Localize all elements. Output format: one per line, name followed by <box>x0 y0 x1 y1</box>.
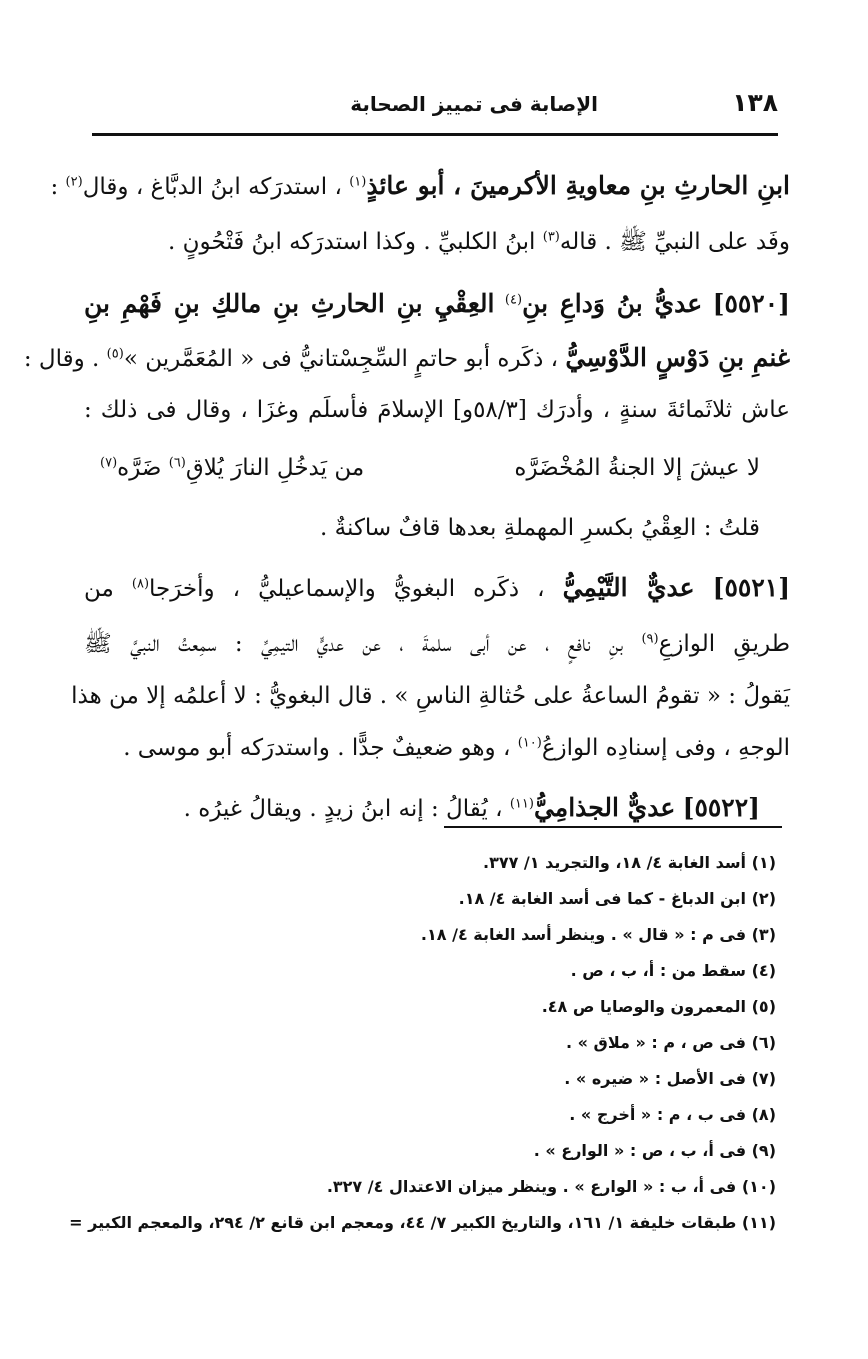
footnote: (٣) فى م : « قال » . وينظر أسد الغابة ٤/ ١٨. <box>420 925 776 944</box>
text-line <box>84 722 790 774</box>
text-line: يَقولُ : « تقومُ الساعةُ على حُثالةِ الناسِ » . قال البغويُّ : لا أعلمُه إلا من هذا <box>71 683 790 709</box>
footnote-ref: (٣) <box>542 229 560 245</box>
footnote-rule <box>444 826 782 828</box>
text-span: من يَدخُلِ النارَ يُلاقِ <box>185 455 365 481</box>
text-span: من <box>84 576 114 602</box>
running-title: الإصابة فى تمييز الصحابة <box>350 92 598 116</box>
footnote-ref: (٩) <box>641 631 659 647</box>
text-span: ، وهو ضعيفٌ جدًّا . واستدرَكه أبو موسى . <box>123 735 511 761</box>
footnote: (٢) ابن الدباغ - كما فى أسد الغابة ٤/ ١٨. <box>458 889 776 908</box>
footnote: (٨) فى ب ، م : « أخرج » . <box>569 1105 776 1124</box>
companion-name: عديُّ بنُ وَداعِ بنِ <box>522 289 703 318</box>
text-line <box>84 216 790 268</box>
verse-second-hemistich <box>100 442 364 494</box>
page-number: ١٣٨ <box>732 88 778 117</box>
footnote: (١) أسد الغابة ٤/ ١٨، والتجريد ١/ ٣٧٧. <box>482 853 776 872</box>
entry-number: [٥٥٢٠] <box>712 289 790 318</box>
footnote-ref: (٥) <box>106 346 124 362</box>
text-span: بنِ نافعٍ ، عن أبى سلمةَ ، عن عديٍّ التيمِيِّ : سمِعتُ النبيَّ ﷺ <box>84 631 624 657</box>
text-span: ، ذكَره البغويُّ والإسماعيليُّ ، وأخرَجا <box>149 576 545 602</box>
text-span: ، يُقالُ : إنه ابنُ زيدٍ . ويقالُ غيرُه . <box>183 796 503 822</box>
poem-verse <box>100 442 760 494</box>
text-span: . وقال : <box>23 346 100 372</box>
footnote-ref: (٧) <box>100 455 118 471</box>
footnote: (٩) فى أ، ب ، ص : « الوارع » . <box>533 1141 776 1160</box>
text-span: طريقِ الوازعِ <box>658 631 790 657</box>
footnote: (١١) طبقات خليفة ١/ ١٦١، والتاريخ الكبير ٧/ ٤٤، ومعجم ابن قانع ٢/ ٢٩٤، والمعجم الكبير = <box>69 1213 776 1232</box>
text-span: الوجهِ ، وفى إسنادِه الوازعُ <box>541 735 790 761</box>
footnote: (٧) فى الأصل : « ضيره » . <box>564 1069 776 1088</box>
narrator-name: ابنِ الحارثِ بنِ معاويةِ الأكرمينَ ، أبو عائذٍ <box>366 171 790 200</box>
entry-number: [٥٥٢١] <box>712 573 791 602</box>
footnote-ref: (١) <box>349 174 367 190</box>
entry-5520-heading <box>84 278 790 330</box>
companion-name: عديٌّ الجذامِيُّ <box>533 793 676 822</box>
header-rule <box>92 133 778 136</box>
text-line <box>50 160 790 212</box>
footnote-ref: (٢) <box>65 174 83 190</box>
text-span: ، ذكَره أبو حاتمٍ السِّجِسْتانيُّ فى « المُعَمَّرين » <box>123 346 559 372</box>
footnote-ref: (١٠) <box>517 735 542 751</box>
footnote: (١٠) فى أ، ب : « الوارع » . وينظر ميزان الاعتدال ٤/ ٣٢٧. <box>326 1177 776 1196</box>
footnote-ref: (١١) <box>509 796 534 812</box>
companion-lineage: العِقْيِ بنِ الحارثِ بنِ مالكِ بنِ فَهْمِ بنِ <box>84 289 495 318</box>
verse-first-hemistich: لا عيشَ إلا الجنةُ المُخْضَرَّه <box>514 455 760 481</box>
text-line: عاش ثلاثَمائةَ سنةٍ ، وأدرَك [٥٨/٣و] الإسلامَ فأسلَم وغزَا ، وقال فى ذلك : <box>84 397 791 423</box>
text-span: : <box>50 174 59 200</box>
text-line: قلتُ : العِقْيُ بكسرِ المهملةِ بعدها قافٌ ساكنةٌ . <box>320 515 760 541</box>
text-span: ضَرَّه <box>117 455 162 481</box>
entry-number: [٥٥٢٢] <box>682 793 760 822</box>
text-span: وفَد على النبيِّ ﷺ . قاله <box>559 229 790 255</box>
footnote: (٥) المعمرون والوصايا ص ٤٨. <box>541 997 776 1016</box>
text-line <box>84 618 790 670</box>
page-header <box>92 88 778 132</box>
text-span: ، استدرَكه ابنُ الدبَّاغ ، وقال <box>82 174 342 200</box>
companion-name: عديٌّ التَّيْمِيُّ <box>562 573 695 602</box>
text-line <box>23 332 790 384</box>
entry-5521-heading <box>84 562 790 614</box>
footnote: (٦) فى ص ، م : « ملاق » . <box>565 1033 776 1052</box>
footnote-ref: (٤) <box>504 292 523 308</box>
footnote: (٤) سقط من : أ، ب ، ص . <box>570 961 776 980</box>
text-span: ابنُ الكلبيِّ . وكذا استدرَكه ابنُ فَتْحُونٍ . <box>168 229 536 255</box>
companion-lineage: غنمِ بنِ دَوْسٍ الدَّوْسِيُّ <box>565 343 790 372</box>
footnote-ref: (٦) <box>168 455 186 471</box>
footnote-ref: (٨) <box>131 576 150 592</box>
